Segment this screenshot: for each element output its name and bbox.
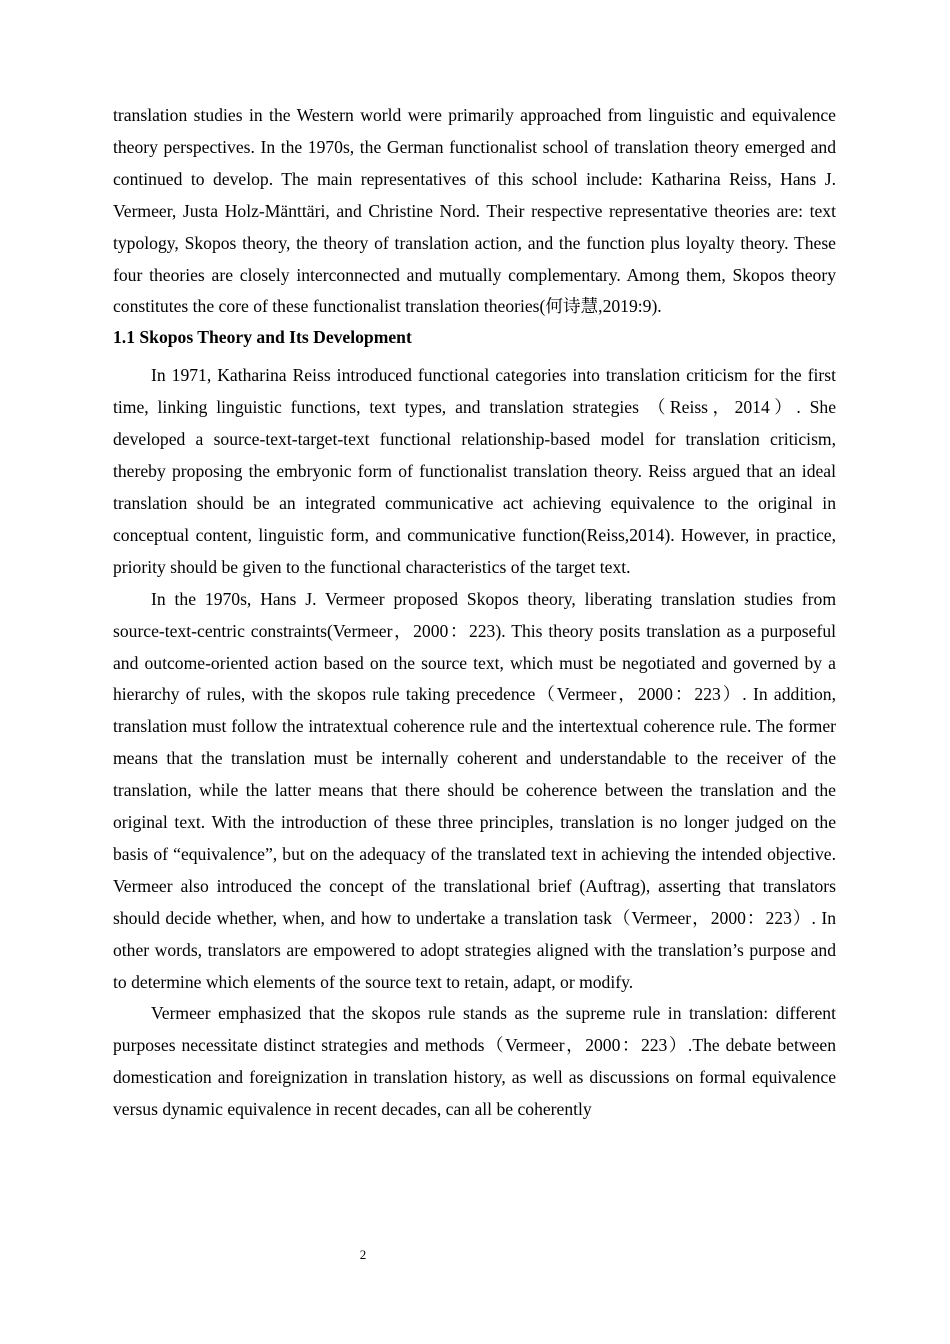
page-number: 2 — [359, 1247, 367, 1262]
section-heading: 1.1 Skopos Theory and Its Development — [113, 327, 412, 348]
document-page — [113, 100, 836, 1126]
paragraph-vermeer-skopos: In the 1970s, Hans J. Vermeer proposed Skopos theory, liberating translation studies from source-text-centric constraints(Vermeer，2000：223). This theory posits translation as a purposeful and outcome-oriented action based on the source text, which must be negotiated and governed by a hierarchy of rules, with the skopos rule taking precedence（Vermeer，2000：223）. In addition, translation must follow the intratextual coherence rule and the intertextual coherence rule. The former means that the translation must be internally coherent and understandable to the receiver of the translation, while the latter means that there should be coherence between the translation and the original text. With the introduction of these three principles, translation is no longer judged on the basis of “equivalence”, but on the adequacy of the translated text in achieving the intended objective. Vermeer also introduced the concept of the translational brief (Auftrag), asserting that translators should decide whether, when, and how to undertake a translation task（Vermeer，2000：223）. In other words, translators are empowered to adopt strategies aligned with the translation’s purpose and to determine which elements of the source text to retain, adapt, or modify. — [113, 588, 836, 992]
intro-paragraph: translation studies in the Western world were primarily approached from linguistic and equivalence theory perspectives. In the 1970s, the German functionalist school of translation theory emerged and continued to develop. The main representatives of this school include: Katharina Reiss, Hans J. Vermeer, Justa Holz-Mänttäri, and Christine Nord. Their respective representative theories are: text typology, Skopos theory, the theory of translation action, and the function plus loyalty theory. These four theories are closely interconnected and mutually complementary. Among them, Skopos theory constitutes the core of these functionalist translation theories(何诗慧,2019:9). — [113, 105, 836, 317]
paragraph-reiss: In 1971, Katharina Reiss introduced functional categories into translation criticism for the first time, linking linguistic functions, text types, and translation strategies （Reiss，2014）. She developed a source-text-target-text functional relationship-based model for translation criticism, thereby proposing the embryonic form of functionalist translation theory. Reiss argued that an ideal translation should be an integrated communicative act achieving equivalence to the original in conceptual content, linguistic form, and communicative function(Reiss,2014). However, in practice, priority should be given to the functional characteristics of the target text. — [113, 365, 836, 577]
paragraph-skopos-rule: Vermeer emphasized that the skopos rule stands as the supreme rule in translation: different purposes necessitate distinct strategies and methods（Vermeer，2000：223）.The debate between domestication and foreignization in translation history, as well as discussions on formal equivalence versus dynamic equivalence in recent decades, can all be coherently — [113, 1003, 836, 1120]
